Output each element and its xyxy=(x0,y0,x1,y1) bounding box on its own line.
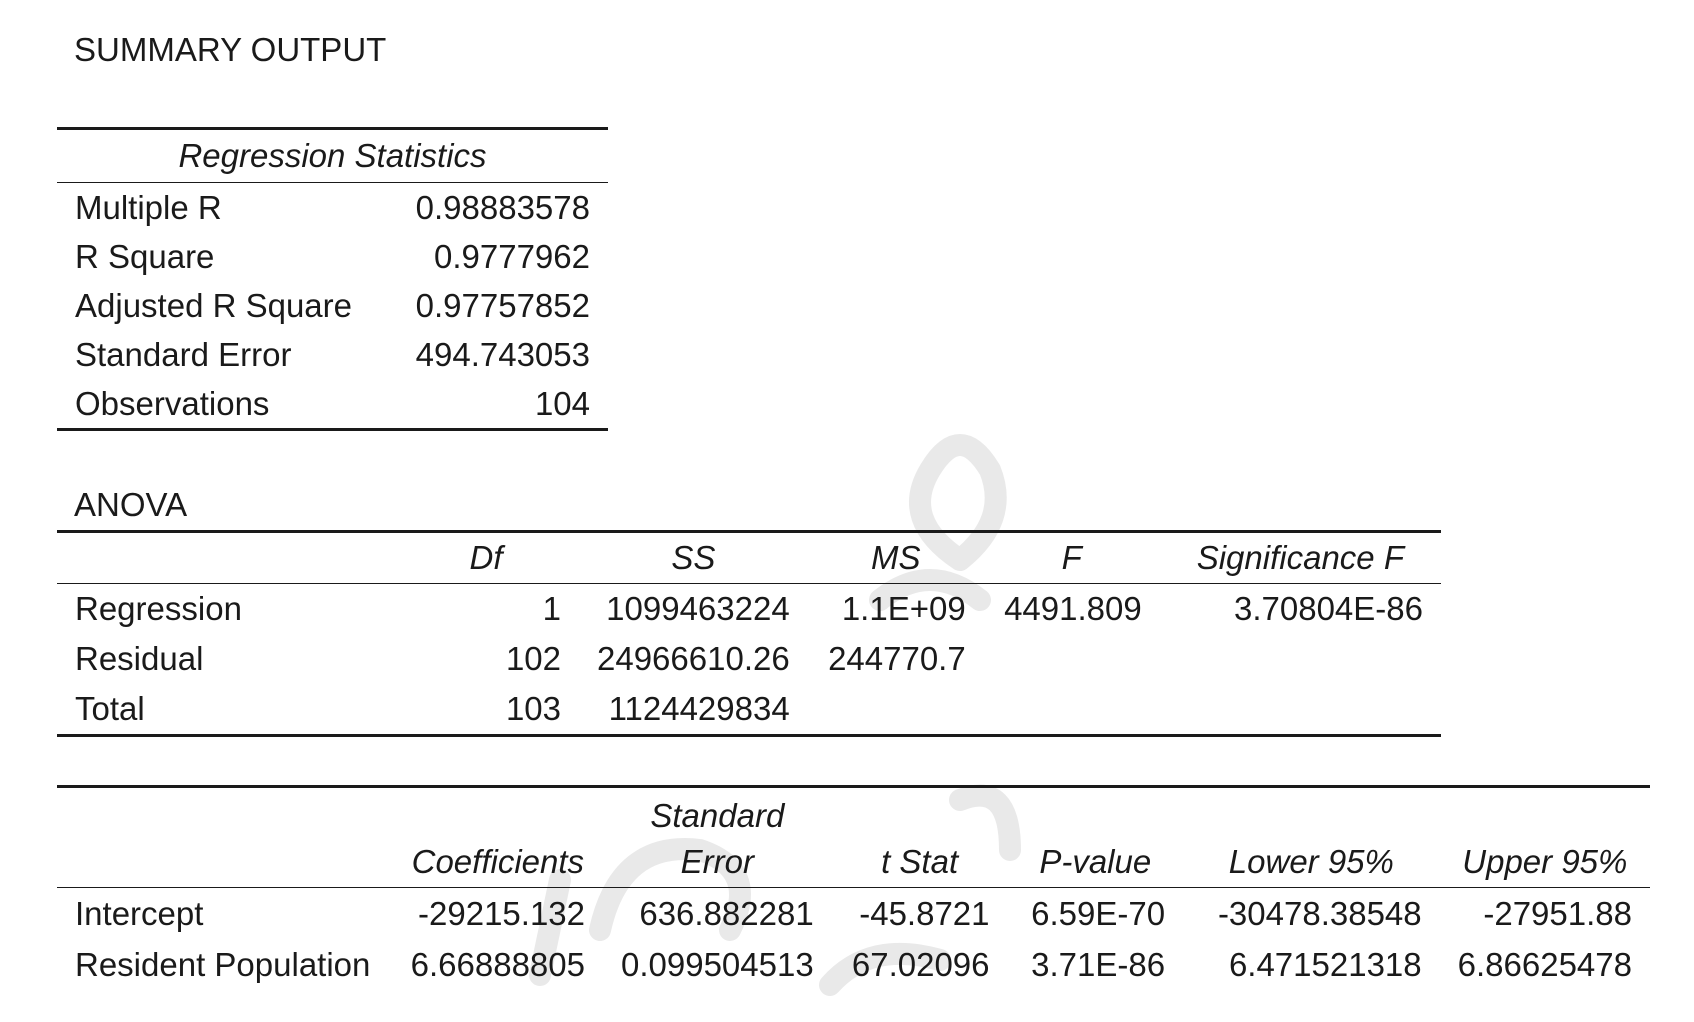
stat-label: Multiple R xyxy=(75,188,222,226)
anova-ms: 244770.7 xyxy=(828,640,966,677)
coef-row-label: Intercept xyxy=(75,894,204,932)
table-row xyxy=(57,939,1650,990)
anova-header-df: Df xyxy=(393,532,579,584)
anova-sig-f xyxy=(1160,684,1441,736)
stat-label: Observations xyxy=(75,384,270,422)
stat-label: Standard Error xyxy=(75,335,292,373)
coef-std-error: 636.882281 xyxy=(639,894,814,932)
table-row xyxy=(57,330,608,379)
coef-upper-95: 6.86625478 xyxy=(1457,945,1632,983)
table-row xyxy=(57,584,1441,635)
anova-header-ss: SS xyxy=(579,532,808,584)
anova-df: 102 xyxy=(505,640,561,677)
anova-df: 1 xyxy=(542,590,561,627)
coef-t-stat: -45.8721 xyxy=(859,894,990,932)
anova-ms xyxy=(808,684,984,736)
stat-value: 0.98883578 xyxy=(415,188,590,226)
table-row xyxy=(57,888,1650,940)
coef-p-value: 6.59E-70 xyxy=(1031,894,1166,932)
coef-row-label: Resident Population xyxy=(75,945,371,983)
stat-value: 104 xyxy=(534,384,590,422)
anova-title: ANOVA xyxy=(74,486,188,523)
anova-f: 4491.809 xyxy=(1004,590,1142,627)
coef-lower-95: 6.471521318 xyxy=(1228,945,1422,983)
table-row xyxy=(57,183,608,233)
coef-header-standard-error xyxy=(603,787,832,888)
summary-output-title: SUMMARY OUTPUT xyxy=(74,31,387,68)
coef-header-standard-error-line2: Error xyxy=(680,843,755,880)
regression-statistics-header: Regression Statistics xyxy=(57,129,608,183)
coef-lower-95: -30478.38548 xyxy=(1217,894,1422,932)
coef-header-upper-95: Upper 95% xyxy=(1440,787,1650,888)
table-row xyxy=(57,684,1441,736)
coef-value: 6.66888805 xyxy=(410,945,585,983)
anova-row-label: Total xyxy=(75,690,145,727)
anova-ss: 1124429834 xyxy=(608,690,790,727)
anova-header-ms: MS xyxy=(808,532,984,584)
anova-sig-f xyxy=(1160,634,1441,684)
coef-header-standard-error-line1: Standard xyxy=(650,797,785,834)
coef-t-stat: 67.02096 xyxy=(851,945,990,983)
stat-label: Adjusted R Square xyxy=(75,286,353,324)
coef-upper-95: -27951.88 xyxy=(1483,894,1632,932)
regression-statistics-table xyxy=(57,127,608,431)
stat-label: R Square xyxy=(75,237,215,275)
anova-row-label: Residual xyxy=(75,640,204,677)
anova-header-blank xyxy=(57,532,393,584)
coef-header-t-stat: t Stat xyxy=(832,787,1008,888)
coef-header-blank xyxy=(57,787,393,888)
table-row xyxy=(57,379,608,430)
anova-row-label: Regression xyxy=(75,590,242,627)
stat-value: 494.743053 xyxy=(415,335,590,373)
stat-value: 0.9777962 xyxy=(434,237,590,275)
anova-sig-f: 3.70804E-86 xyxy=(1234,590,1423,627)
coef-header-lower-95: Lower 95% xyxy=(1183,787,1440,888)
coef-std-error: 0.099504513 xyxy=(621,945,814,983)
anova-header-f: F xyxy=(984,532,1160,584)
anova-header-significance-f: Significance F xyxy=(1160,532,1441,584)
table-row xyxy=(57,281,608,330)
table-row xyxy=(57,232,608,281)
coef-header-p-value: P-value xyxy=(1008,787,1184,888)
anova-f xyxy=(984,684,1160,736)
anova-table xyxy=(57,530,1441,737)
anova-df: 103 xyxy=(505,690,561,727)
anova-ms: 1.1E+09 xyxy=(841,590,966,627)
anova-ss: 24966610.26 xyxy=(597,640,790,677)
coef-header-coefficients: Coefficients xyxy=(393,787,603,888)
coef-p-value: 3.71E-86 xyxy=(1031,945,1166,983)
coef-value: -29215.132 xyxy=(418,894,585,932)
coefficients-table xyxy=(57,785,1650,990)
anova-f xyxy=(984,634,1160,684)
anova-ss: 1099463224 xyxy=(606,590,790,627)
stat-value: 0.97757852 xyxy=(415,286,590,324)
table-row xyxy=(57,634,1441,684)
